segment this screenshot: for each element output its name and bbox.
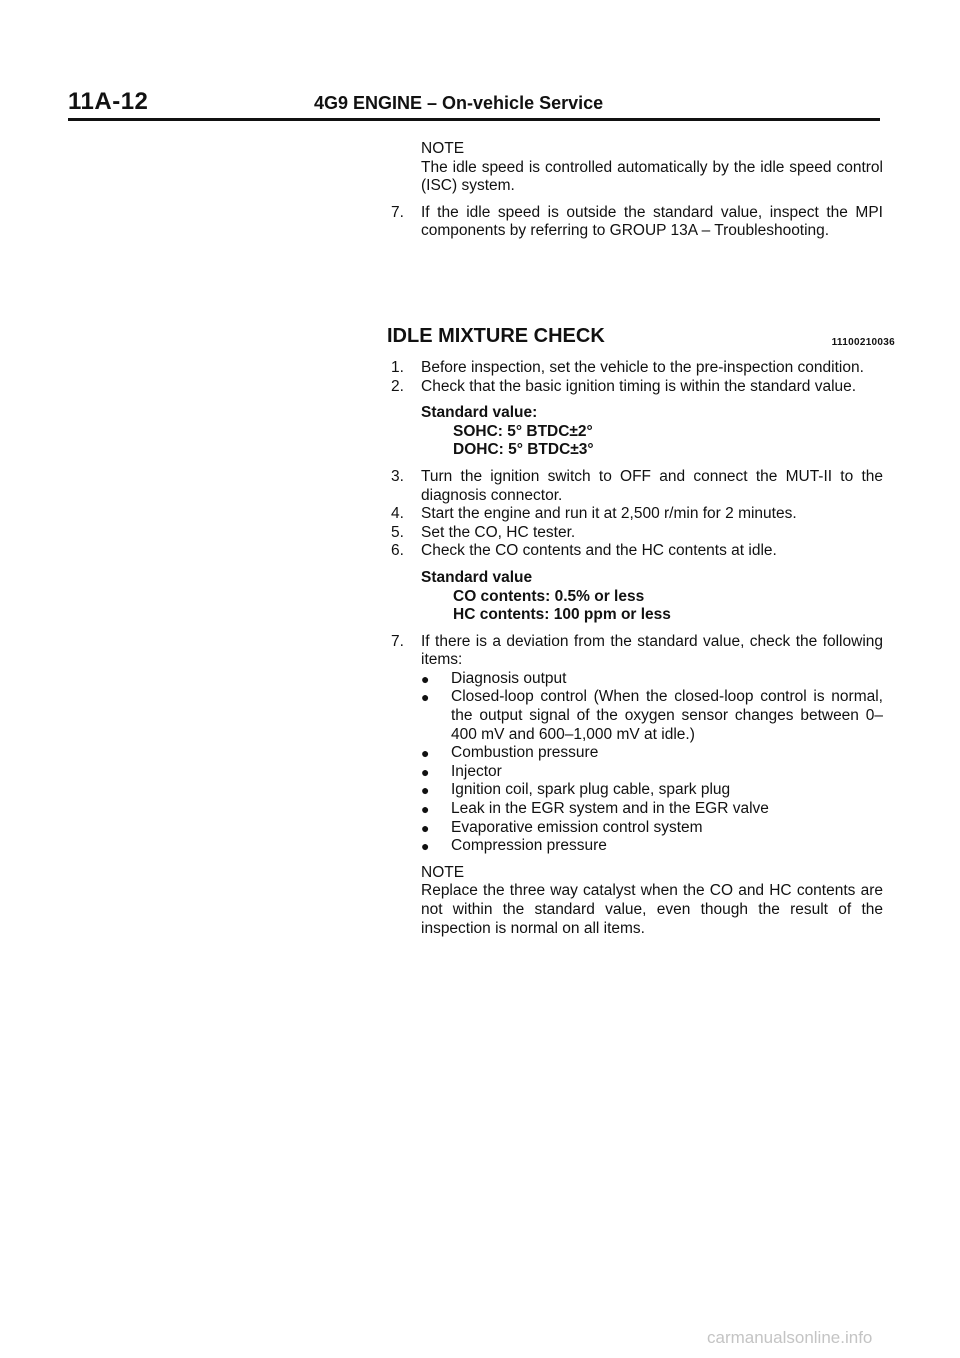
standard-value-label: Standard value:	[421, 404, 538, 422]
content-column	[387, 140, 895, 938]
bullet-icon: ●	[421, 801, 430, 818]
step-text: Check that the basic ignition timing is within the standard value.	[421, 377, 857, 395]
section-code: 11100210036	[831, 336, 895, 348]
list-item: ● Closed-loop control (When the closed-loop control is normal, the output signal of the oxygen sensor changes between 0–400 mV and 600–1,000 mV at idle.)	[421, 688, 883, 743]
standard-value-block	[421, 569, 883, 625]
note-block	[421, 864, 883, 938]
step-number: 3.	[391, 467, 404, 485]
bullet-icon: ●	[421, 689, 430, 706]
step-item	[391, 633, 883, 670]
standard-value-label: Standard value	[421, 568, 533, 586]
step-number: 7.	[391, 203, 404, 221]
step-item	[391, 378, 883, 397]
step-number: 2.	[391, 377, 404, 395]
page-number: 11A-12	[68, 88, 149, 115]
standard-value: HC contents: 100 ppm or less	[453, 606, 671, 624]
step-item	[391, 359, 883, 378]
step-number: 5.	[391, 523, 404, 541]
step-item	[391, 505, 883, 524]
step-item	[391, 542, 883, 561]
bullet-icon: ●	[421, 670, 430, 687]
list-item: ● Evaporative emission control system	[421, 818, 703, 836]
list-item: ● Ignition coil, spark plug cable, spark plug	[421, 781, 731, 799]
step-text: If the idle speed is outside the standard value, inspect the MPI components by referring to GROUP 13A – Troubleshooting.	[421, 203, 883, 240]
step-item	[391, 468, 883, 505]
standard-value-block	[421, 404, 883, 460]
step-text: Start the engine and run it at 2,500 r/min for 2 minutes.	[421, 505, 797, 523]
list-item: ● Injector	[421, 762, 502, 780]
section-title: 4G9 ENGINE – On-vehicle Service	[314, 93, 604, 113]
bullet-icon: ●	[421, 745, 430, 762]
header-rule	[68, 118, 880, 121]
section-heading: IDLE MIXTURE CHECK	[387, 324, 605, 347]
note-text: The idle speed is controlled automatically by the idle speed control (ISC) system.	[421, 158, 883, 195]
list-item: ● Leak in the EGR system and in the EGR valve	[421, 800, 769, 818]
step-number: 4.	[391, 505, 404, 523]
steps-group-2	[391, 468, 883, 625]
steps-group-1	[391, 359, 883, 460]
bullet-icon: ●	[421, 819, 430, 836]
note-block	[421, 140, 883, 196]
note-label: NOTE	[421, 140, 465, 157]
step-text: Check the CO contents and the HC contents at idle.	[421, 542, 777, 560]
bullet-icon: ●	[421, 838, 430, 855]
step-text: If there is a deviation from the standard value, check the following items:	[421, 632, 883, 669]
section-heading-row	[387, 324, 895, 353]
step-text: Set the CO, HC tester.	[421, 523, 576, 541]
step-item	[391, 524, 883, 543]
step-number: 1.	[391, 358, 404, 376]
list-item: ● Diagnosis output	[421, 669, 567, 687]
step-number: 7.	[391, 632, 404, 650]
list-item: ● Compression pressure	[421, 837, 607, 855]
step-text: Before inspection, set the vehicle to the pre-inspection condition.	[421, 358, 864, 376]
page-header	[68, 88, 880, 124]
standard-value: DOHC: 5° BTDC±3°	[453, 441, 594, 459]
note-label: NOTE	[421, 863, 465, 881]
note-text: Replace the three way catalyst when the CO and HC contents are not within the standard value, even though the result of the inspection is normal on all items.	[421, 882, 883, 937]
list-item: ● Combustion pressure	[421, 744, 599, 762]
watermark-text: carmanualsonline.info	[707, 1328, 873, 1347]
bullet-icon: ●	[421, 763, 430, 780]
step-text: Turn the ignition switch to OFF and connect the MUT-II to the diagnosis connector.	[421, 467, 883, 504]
standard-value: CO contents: 0.5% or less	[453, 587, 645, 605]
bullet-icon: ●	[421, 782, 430, 799]
check-items-list	[421, 670, 883, 856]
standard-value: SOHC: 5° BTDC±2°	[453, 422, 593, 440]
step-item	[391, 204, 883, 241]
step-number: 6.	[391, 542, 404, 560]
